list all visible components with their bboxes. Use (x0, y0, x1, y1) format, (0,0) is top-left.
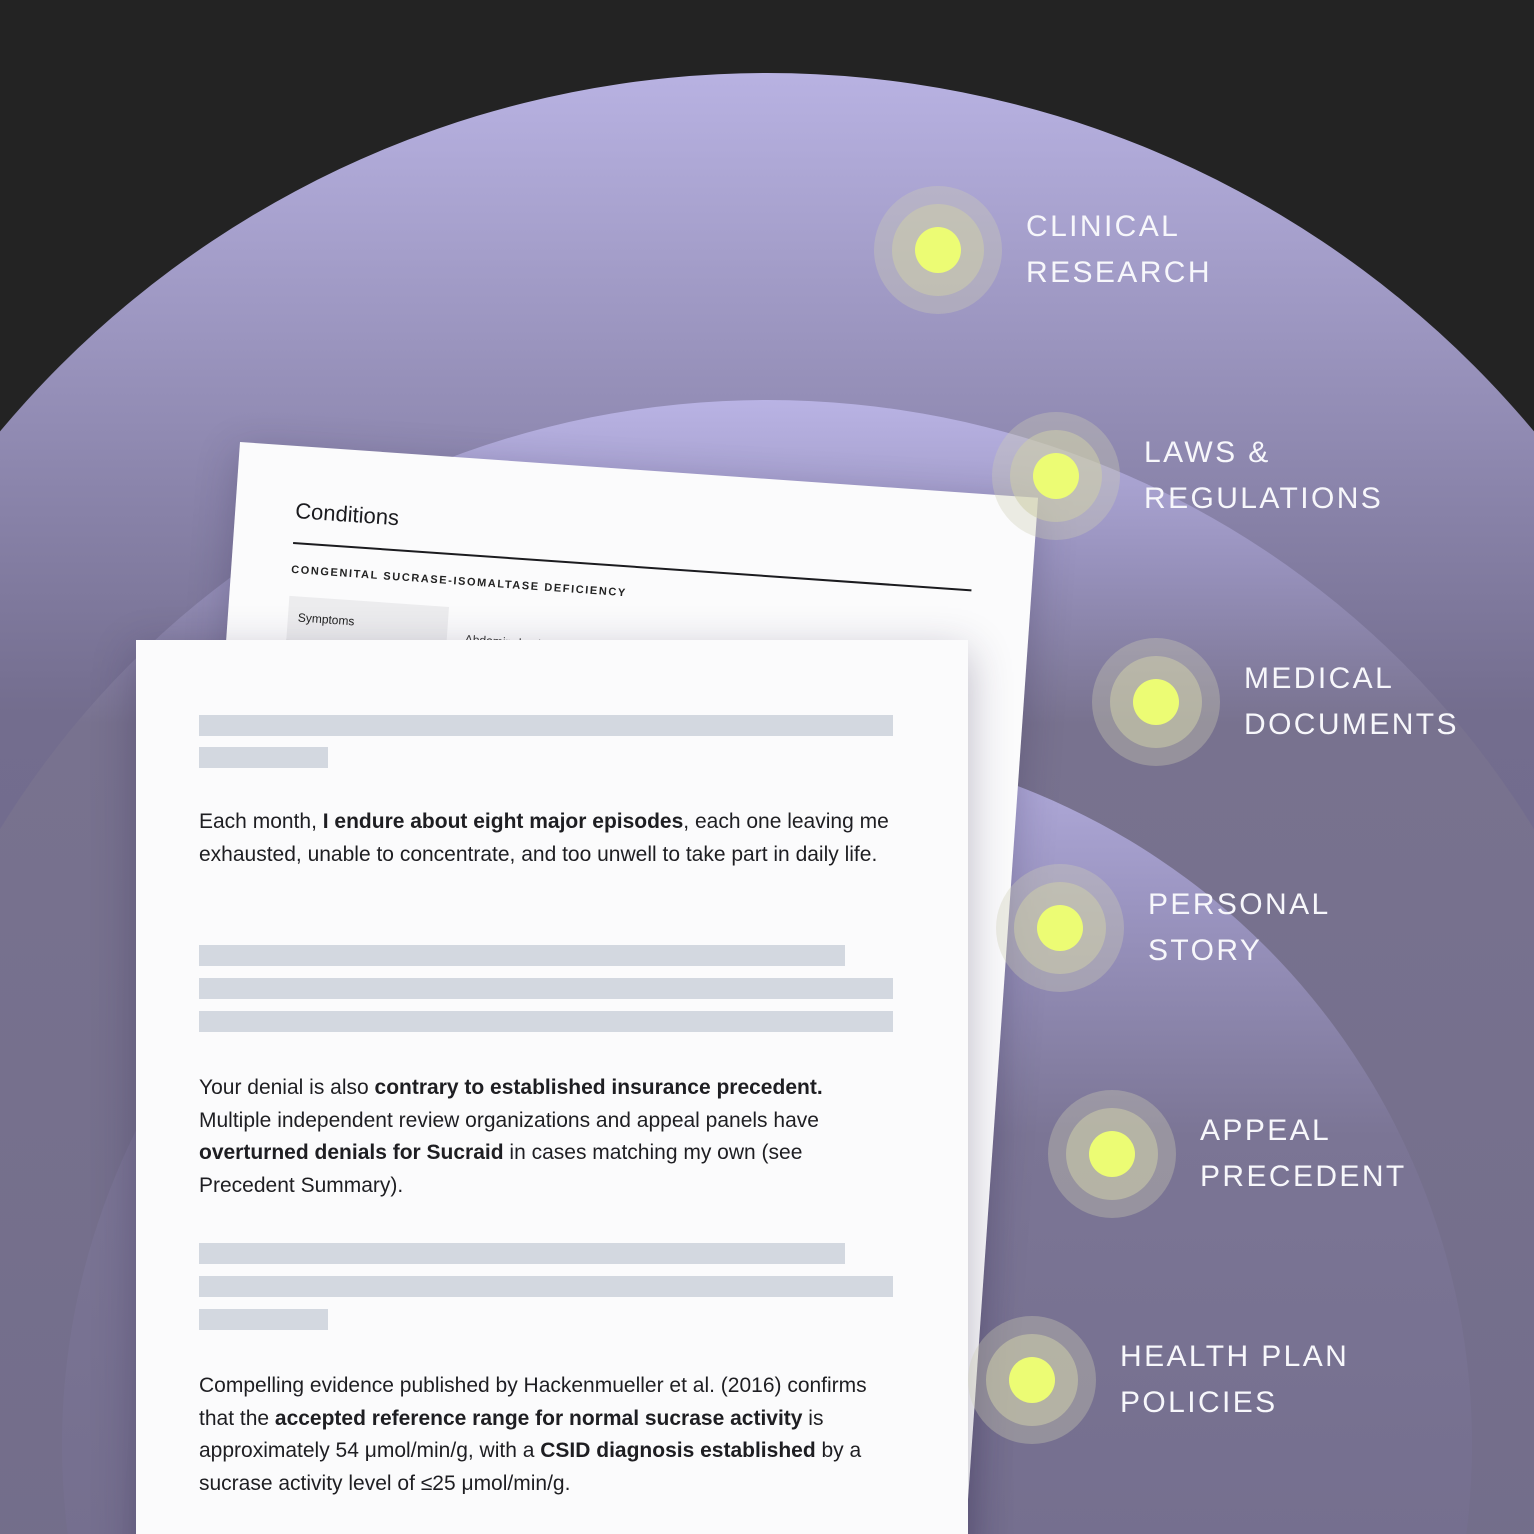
personal-story-marker-icon (996, 864, 1124, 992)
source-label-medical-documents: MEDICAL DOCUMENTS (1244, 662, 1459, 741)
placeholder-line (199, 1011, 893, 1032)
source-label-clinical-research: CLINICAL RESEARCH (1026, 210, 1212, 289)
placeholder-line (199, 715, 893, 736)
symptoms-label: Symptoms (286, 596, 449, 651)
source-label-personal-story: PERSONAL STORY (1148, 888, 1331, 967)
appeal-letter-document (136, 640, 968, 1534)
appeal-precedent-marker-icon (1048, 1090, 1176, 1218)
placeholder-line (199, 978, 893, 999)
placeholder-line (199, 1276, 893, 1297)
letter-paragraph-precedent: Your denial is also contrary to established insurance precedent. Multiple independent review organizations and appeal panels have overturned denials for Sucraid in cases matching my own (see Precedent Summary). (199, 1076, 823, 1197)
source-label-appeal-precedent: APPEAL PRECEDENT (1200, 1114, 1407, 1193)
medical-documents-marker-icon (1092, 638, 1220, 766)
health-plan-policies-marker-icon (968, 1316, 1096, 1444)
placeholder-line (199, 1243, 845, 1264)
source-label-health-plan-policies: HEALTH PLAN POLICIES (1120, 1340, 1350, 1419)
placeholder-line (199, 1309, 328, 1330)
clinical-research-marker-icon (874, 186, 1002, 314)
title-rule (293, 542, 971, 591)
placeholder-line (199, 945, 845, 966)
condition-name: CONGENITAL SUCRASE-ISOMALTASE DEFICIENCY (290, 563, 628, 600)
source-label-laws-regulations: LAWS & REGULATIONS (1144, 436, 1384, 515)
placeholder-line (199, 747, 328, 768)
laws-regulations-marker-icon (992, 412, 1120, 540)
conditions-title: Conditions (294, 498, 400, 531)
letter-paragraph-episodes: Each month, I endure about eight major episodes, each one leaving me exhausted, unable to concentrate, and too unwell to take part in daily life. (199, 810, 889, 866)
letter-paragraph-research: Compelling evidence published by Hackenmueller et al. (2016) confirms that the accepted reference range for normal sucrase activity is approximately 54 μmol/min/g, with a CSID diagnosis established by a sucrase activity level of ≤25 μmol/min/g. (199, 1374, 867, 1495)
